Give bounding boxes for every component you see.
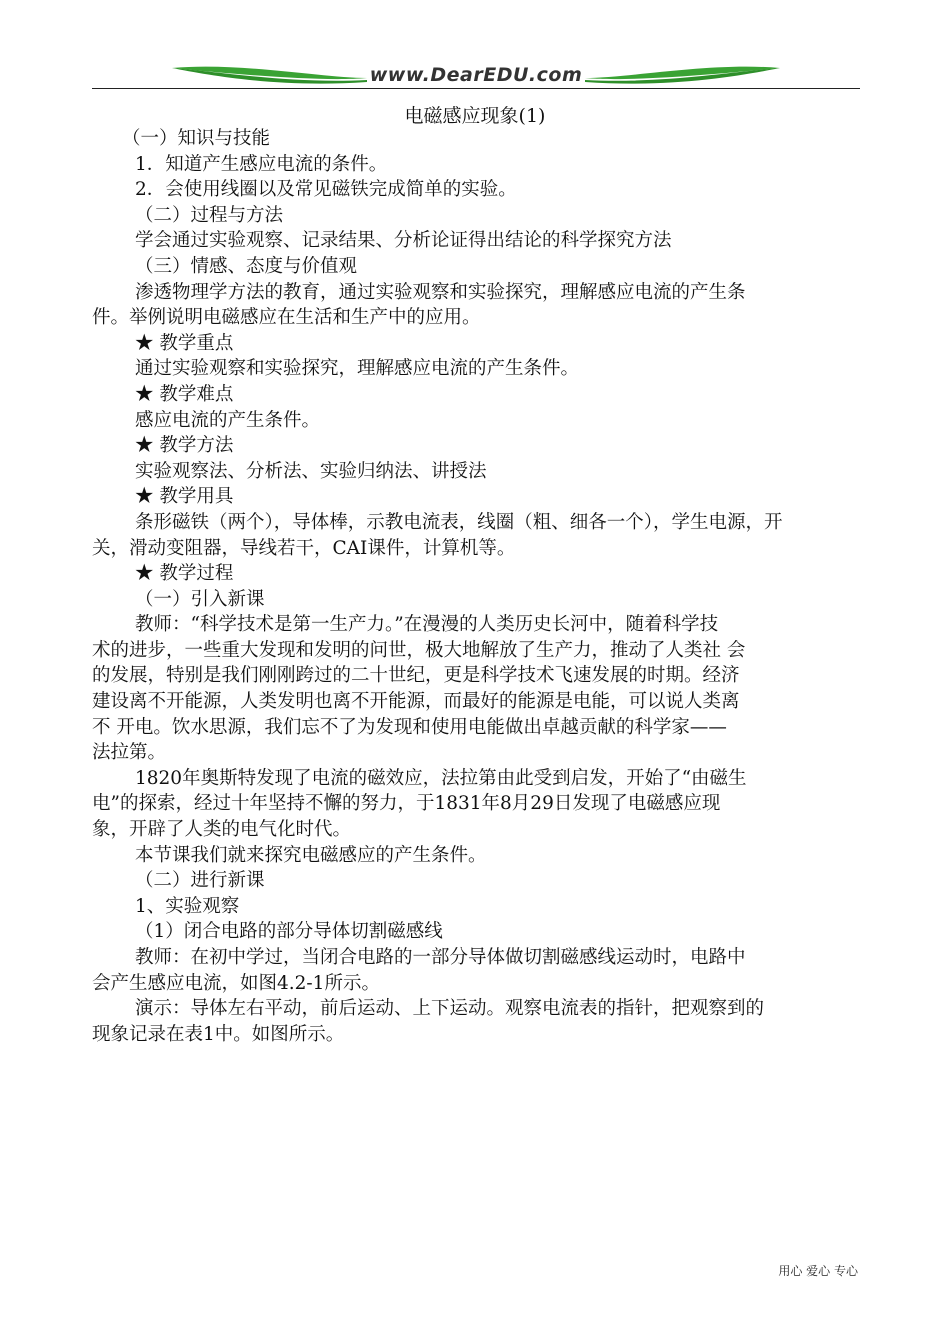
text-line: 法拉第。 (92, 742, 167, 764)
text-line: 本节课我们就来探究电磁感应的产生条件。 (135, 844, 487, 866)
text-line: 1．知道产生感应电流的条件。 (135, 153, 388, 175)
header-rule (92, 88, 860, 89)
text-line: 学会通过实验观察、记录结果、分析论证得出结论的科学探究方法 (135, 230, 672, 252)
text-line: 通过实验观察和实验探究，理解感应电流的产生条件。 (135, 358, 580, 380)
text-line: 1、实验观察 (135, 895, 240, 917)
text-line: （1）闭合电路的部分导体切割磁感线 (135, 921, 443, 943)
text-line: 象，开辟了人类的电气化时代。 (92, 819, 352, 841)
section-heading: （三）情感、态度与价值观 (135, 255, 358, 277)
section-heading: （一）知识与技能 (122, 128, 271, 149)
text-line: 1820年奥斯特发现了电流的磁效应，法拉第由此受到启发，开始了“由磁生 (135, 767, 747, 789)
text-line: 条形磁铁（两个），导体棒，示教电流表，线圈（粗、细各一个），学生电源，开 (135, 511, 783, 533)
section-heading: （二）进行新课 (135, 870, 265, 892)
text-line: 教师：“科学技术是第一生产力。”在漫漫的人类历史长河中，随着科学技 (135, 614, 719, 636)
text-line: 会产生感应电流，如图4.2-1所示。 (92, 972, 380, 994)
text-line: 关，滑动变阻器，导线若干，CAI课件，计算机等。 (92, 537, 516, 559)
header-banner (92, 58, 860, 90)
text-line: 教师：在初中学过，当闭合电路的一部分导体做切割磁感线运动时，电路中 (135, 947, 746, 968)
section-heading: ★ 教学难点 (135, 383, 234, 405)
text-line: 演示：导体左右平动，前后运动、上下运动。观察电流表的指针，把观察到的 (135, 998, 765, 1020)
section-heading: ★ 教学方法 (135, 435, 234, 457)
section-heading: （一）引入新课 (135, 588, 265, 610)
section-heading: ★ 教学用具 (135, 486, 234, 508)
text-line: 的发展，特别是我们刚刚跨过的二十世纪，更是科学技术飞速发展的时期。经济 (92, 665, 740, 687)
text-line: 建设离不开能源，人类发明也离不开能源，而最好的能源是电能，可以说人类离 (92, 691, 740, 713)
text-line: 2．会使用线圈以及常见磁铁完成简单的实验。 (135, 179, 517, 201)
text-line: 感应电流的产生条件。 (135, 409, 321, 431)
text-line: 现象记录在表1中。如图所示。 (92, 1023, 345, 1045)
section-heading: ★ 教学重点 (135, 332, 234, 354)
text-line: 术的进步，一些重大发现和发明的问世，极大地解放了生产力，推动了人类社 会 (92, 639, 746, 661)
text-line: 渗透物理学方法的教育，通过实验观察和实验探究，理解感应电流的产生条 (135, 281, 746, 303)
text-line: 电”的探索，经过十年坚持不懈的努力，于1831年8月29日发现了电磁感应现 (92, 793, 721, 815)
text-line: 不 开电。饮水思源，我们忘不了为发现和使用电能做出卓越贡献的科学家—— (92, 716, 727, 738)
section-heading: ★ 教学过程 (135, 563, 234, 585)
page-title: 电磁感应现象(1) (404, 105, 546, 127)
document-body (92, 126, 860, 1047)
text-line: 件。举例说明电磁感应在生活和生产中的应用。 (92, 307, 481, 329)
site-logo: www.DearEDU.com (369, 64, 583, 86)
section-heading: （二）过程与方法 (135, 204, 284, 226)
page-footer: 用心 爱心 专心 (778, 1264, 858, 1278)
text-line: 实验观察法、分析法、实验归纳法、讲授法 (135, 460, 487, 482)
